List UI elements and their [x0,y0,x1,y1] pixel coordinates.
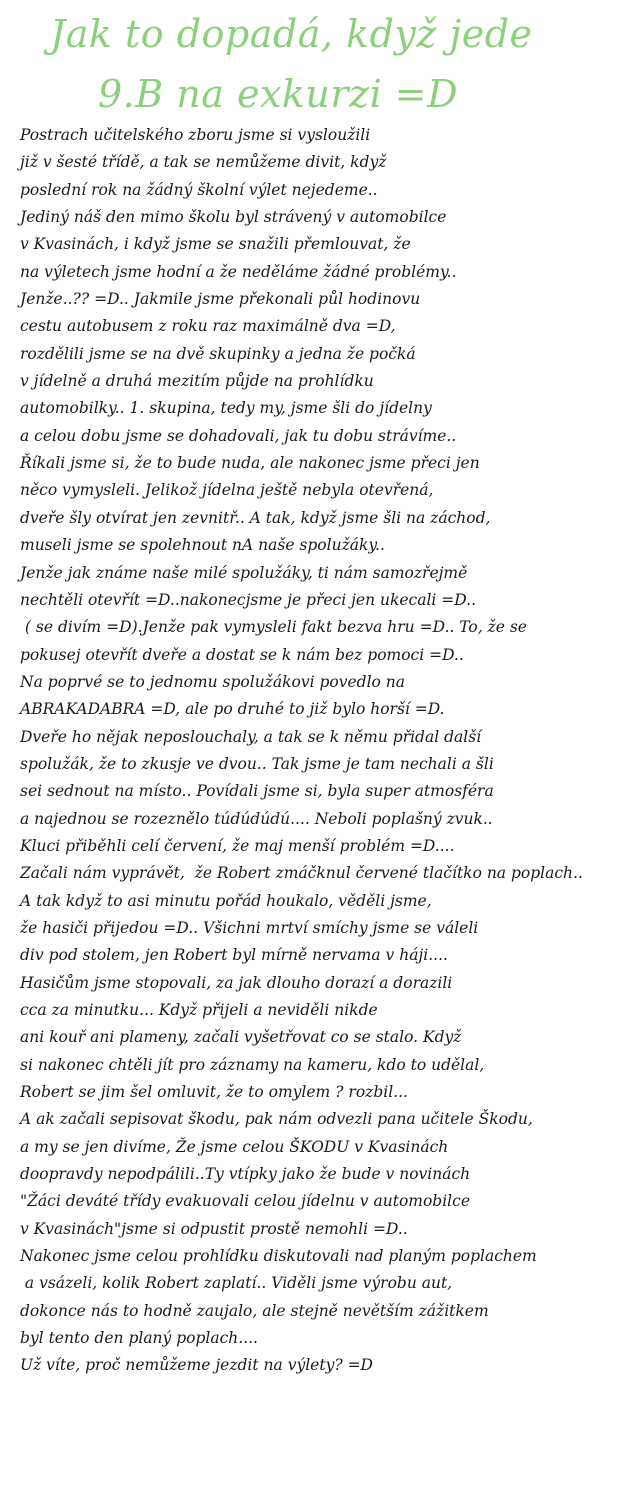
story-line: v Kvasinách"jsme si odpustit prostě nemohli =D.. [20,1219,408,1238]
story-line: a my se jen divíme, Že jsme celou ŠKODU v Kvasinách [20,1137,449,1156]
story-line: a vsázeli, kolik Robert zaplatí.. Viděli jsme výrobu aut, [20,1274,453,1293]
story-line: ( se divím =D).Jenže pak vymysleli fakt bezva hru =D.. To, že se [20,618,527,637]
story-text [20,122,626,1380]
story-line: Začali nám vyprávět, že Robert zmáčknul červené tlačítko na poplach.. [20,864,583,883]
story-line: ABRAKADABRA =D, ale po druhé to již bylo horší =D. [20,700,445,719]
story-line: cestu autobusem z roku raz maximálně dva =D, [20,317,396,336]
story-line: Jediný náš den mimo školu byl strávený v automobilce [20,208,447,227]
story-line: Kluci přiběhli celí červení, že maj menší problém =D.... [20,836,455,855]
story-line: rozdělili jsme se na dvě skupinky a jedna že počká [20,344,416,363]
story-line: div pod stolem, jen Robert byl mírně nervama v háji.... [20,946,448,965]
story-line: Postrach učitelského zboru jsme si vysloužili [20,126,371,144]
story-line: již v šesté třídě, a tak se nemůžeme divit, když [20,153,387,172]
story-line: v Kvasinách, i když jsme se snažili přemlouvat, že [20,235,411,254]
story-line: A tak když to asi minutu pořád houkalo, věděli jsme, [20,891,432,910]
story-line: nechtěli otevřít =D..nakonecjsme je přeci jen ukecali =D.. [20,590,477,609]
story-line: "Žáci deváté třídy evakuovali celou jídelnu v automobilce [20,1192,470,1211]
title-line-1: Jak to dopadá, když jede [50,12,533,56]
story-line: automobilky.. 1. skupina, tedy my, jsme šli do jídelny [20,399,432,418]
story-line: a najednou se rozeznělo túdúdúdú.... Neboli poplašný zvuk.. [20,809,493,828]
story-line: a celou dobu jsme se dohadovali, jak tu dobu strávíme.. [20,426,457,445]
story-line: Na poprvé se to jednomu spolužákovi povedlo na [20,672,406,691]
story-line: cca za minutku... Když přijeli a neviděli nikde [20,1001,378,1019]
story-line: ani kouř ani plameny, začali vyšetřovat co se stalo. Když [20,1028,462,1047]
story-line: Jenže..?? =D.. Jakmile jsme překonali půl hodinovu [20,290,421,309]
story-line: Hasičům jsme stopovali, za jak dlouho dorazí a dorazili [20,973,453,992]
story-line: dveře šly otvírat jen zevnitř.. A tak, když jsme šli na záchod, [20,508,491,527]
story-line: A ak začali sepisovat škodu, pak nám odvezli pana učitele Škodu, [20,1110,533,1129]
story-line: poslední rok na žádný školní výlet nejedeme.. [20,180,378,199]
story-line: doopravdy nepodpálili..Ty vtípky jako že bude v novinách [20,1165,471,1184]
story-line: Nakonec jsme celou prohlídku diskutovali nad planým poplachem [20,1247,537,1266]
story-line: spolužák, že to zkusje ve dvou.. Tak jsme je tam nechali a šli [20,754,494,773]
story-line: na výletech jsme hodní a že neděláme žádné problémy.. [20,262,457,281]
story-line: pokusej otevřít dveře a dostat se k nám bez pomoci =D.. [20,645,464,664]
story-line: sei sednout na místo.. Povídali jsme si, byla super atmosféra [20,782,494,801]
story-line: si nakonec chtěli jít pro záznamy na kameru, kdo to udělal, [20,1055,485,1074]
story-line: Jenže jak známe naše milé spolužáky, ti nám samozřejmě [20,563,468,582]
story-line: v jídelně a druhá mezitím půjde na prohlídku [20,372,374,391]
story-line: byl tento den planý poplach.... [20,1329,258,1348]
story-line: dokonce nás to hodně zaujalo, ale stejně nevětším zážitkem [20,1301,489,1320]
title-line-2: 9.B na exkurzi =D [98,72,459,116]
story-line: Říkali jsme si, že to bude nuda, ale nakonec jsme přeci jen [20,454,480,473]
story-line: něco vymysleli. Jelikož jídelna ještě nebyla otevřená, [20,481,434,500]
story-line: Dveře ho nějak neposlouchaly, a tak se k němu přidal další [20,727,482,746]
story-line: Robert se jim šel omluvit, že to omylem ? rozbil... [20,1083,408,1102]
story-line: Už víte, proč nemůžeme jezdit na výlety? =D [20,1356,373,1375]
story-line: že hasiči přijedou =D.. Všichni mrtví smíchy jsme se váleli [20,918,479,937]
story-line: museli jsme se spolehnout nA naše spolužáky.. [20,536,385,555]
